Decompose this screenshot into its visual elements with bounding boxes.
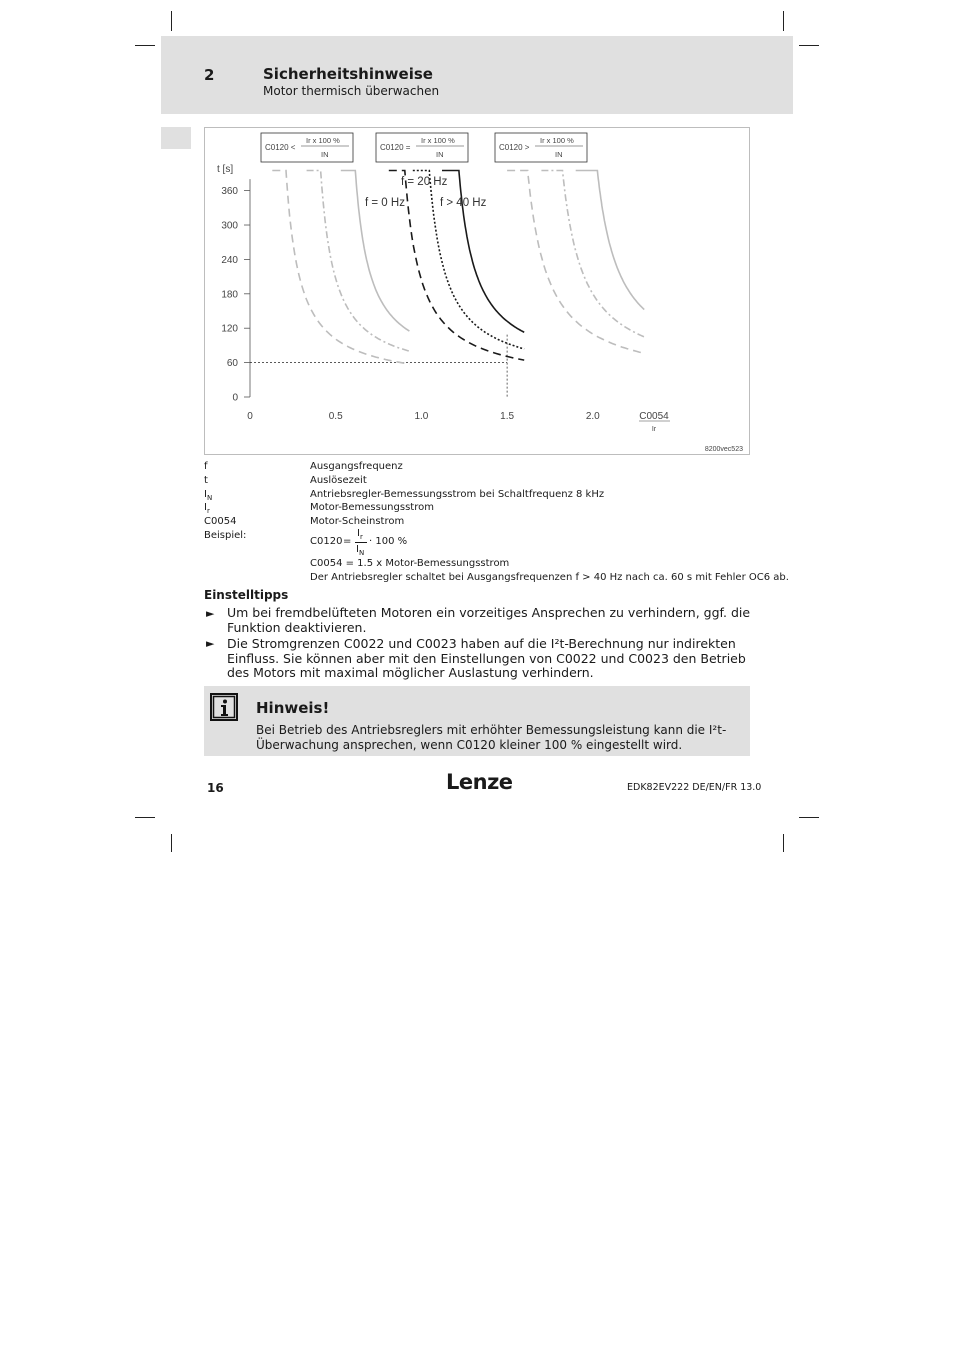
y-tick-label: 300 bbox=[221, 220, 238, 232]
note-title: Hinweis! bbox=[256, 699, 330, 717]
side-tab bbox=[161, 127, 191, 149]
trip-curve-gt bbox=[507, 171, 644, 354]
formula-box-numerator: Ir x 100 % bbox=[540, 136, 574, 145]
x-tick-label: 0.5 bbox=[328, 411, 343, 422]
crop-mark bbox=[135, 45, 155, 46]
formula-box-prefix: C0120 > bbox=[499, 143, 530, 152]
y-tick-label: 240 bbox=[221, 254, 238, 266]
formula-box-prefix: C0120 = bbox=[380, 143, 411, 152]
header-band bbox=[161, 36, 793, 114]
x-tick-label: 0 bbox=[247, 411, 253, 422]
y-tick-label: 60 bbox=[226, 358, 238, 370]
trip-curve-gt bbox=[576, 171, 645, 310]
note-text: Bei Betrieb des Antriebsreglers mit erhöhter Bemessungsleistung kann die I²t-Überwachung ansprechen, wenn C0120 kleiner 100 % eingestellt wird. bbox=[256, 723, 727, 752]
annotation-f-40hz: f > 40 Hz bbox=[440, 197, 487, 209]
x-axis-label: C0054 bbox=[639, 411, 669, 422]
tips-heading: Einstelltipps bbox=[204, 588, 289, 602]
formula-right: · 100 % bbox=[369, 536, 408, 547]
formula-box-denominator: IN bbox=[436, 150, 444, 159]
crop-mark bbox=[135, 817, 155, 818]
y-tick-label: 180 bbox=[221, 289, 238, 301]
figure-id: 8200vec523 bbox=[704, 446, 743, 453]
tip-item-1: Um bei fremdbelüfteten Motoren ein vorzeitiges Ansprechen zu verhindern, ggf. die Funktion deaktivieren. bbox=[227, 605, 751, 635]
legend-value: Antriebsregler-Bemessungsstrom bei Schaltfrequenz 8 kHz bbox=[310, 489, 605, 500]
legend-key: $I_r$ bbox=[204, 502, 210, 515]
trip-characteristic-figure bbox=[204, 127, 750, 455]
crop-mark bbox=[171, 834, 172, 852]
formula-denominator: $I_N$ bbox=[356, 544, 365, 557]
x-axis-label-sub: Ir bbox=[651, 426, 657, 433]
formula-numerator: $I_r$ bbox=[357, 528, 363, 541]
crop-mark bbox=[783, 834, 784, 852]
formula-bar bbox=[355, 542, 367, 543]
bullet-arrow-icon: ► bbox=[206, 637, 215, 650]
legend-value: Motor-Scheinstrom bbox=[310, 516, 405, 527]
legend-key: $I_N$ bbox=[204, 489, 213, 502]
formula-left: C0120 bbox=[310, 536, 343, 547]
y-axis-label: t [s] bbox=[217, 164, 234, 175]
annotation-f-20hz: f = 20 Hz bbox=[401, 176, 448, 188]
example-line-1: C0054 = 1.5 x Motor-Bemessungsstrom bbox=[310, 558, 510, 569]
chapter-number: 2 bbox=[204, 66, 215, 84]
bullet-arrow-icon: ► bbox=[206, 607, 215, 620]
lenze-logo: Lenze bbox=[446, 770, 513, 794]
crop-mark bbox=[171, 11, 172, 31]
document-id: EDK82EV222 DE/EN/FR 13.0 bbox=[627, 782, 762, 793]
formula-box-denominator: IN bbox=[321, 150, 329, 159]
example-label: Beispiel: bbox=[204, 530, 247, 541]
trip-curve-lt bbox=[341, 171, 410, 332]
example-line-2: Der Antriebsregler schaltet bei Ausgangsfrequenzen f > 40 Hz nach ca. 60 s mit Fehler OC6 ab. bbox=[310, 572, 789, 583]
legend-key: f bbox=[204, 461, 208, 472]
crop-mark bbox=[799, 817, 819, 818]
trip-curve-eq bbox=[442, 171, 524, 333]
y-tick-label: 360 bbox=[221, 186, 238, 198]
tip-item-2: Die Stromgrenzen C0022 und C0023 haben auf die I²t-Berechnung nur indirekten Einfluss. Sie können aber mit den Einstellungen von C0022 und C0023 den Betrieb des Motors mit maximal möglicher Auslastung verhindern. bbox=[227, 636, 746, 680]
legend-value: Motor-Bemessungsstrom bbox=[310, 502, 434, 513]
formula-box-prefix: C0120 < bbox=[265, 143, 296, 152]
legend-value: Auslösezeit bbox=[310, 475, 367, 486]
legend-key: t bbox=[204, 475, 208, 486]
x-tick-label: 1.5 bbox=[500, 411, 515, 422]
info-icon bbox=[210, 693, 238, 725]
x-tick-label: 2.0 bbox=[585, 411, 600, 422]
annotation-f-0hz: f = 0 Hz bbox=[365, 197, 405, 209]
formula-box-numerator: Ir x 100 % bbox=[421, 136, 455, 145]
section-title: Motor thermisch überwachen bbox=[263, 84, 440, 98]
page-number: 16 bbox=[207, 781, 224, 795]
y-tick-label: 120 bbox=[221, 323, 238, 335]
crop-mark bbox=[799, 45, 819, 46]
legend-value: Ausgangsfrequenz bbox=[310, 461, 403, 472]
trip-characteristic-chart bbox=[205, 128, 751, 456]
x-tick-label: 1.0 bbox=[414, 411, 429, 422]
crop-mark bbox=[783, 11, 784, 31]
formula-box-denominator: IN bbox=[555, 150, 563, 159]
formula-eq: = bbox=[343, 536, 352, 547]
chapter-title: Sicherheitshinweise bbox=[263, 65, 433, 83]
y-tick-label: 0 bbox=[232, 392, 238, 404]
formula-box-numerator: Ir x 100 % bbox=[306, 136, 340, 145]
trip-curve-gt bbox=[541, 171, 644, 337]
legend-key: C0054 bbox=[204, 516, 237, 527]
